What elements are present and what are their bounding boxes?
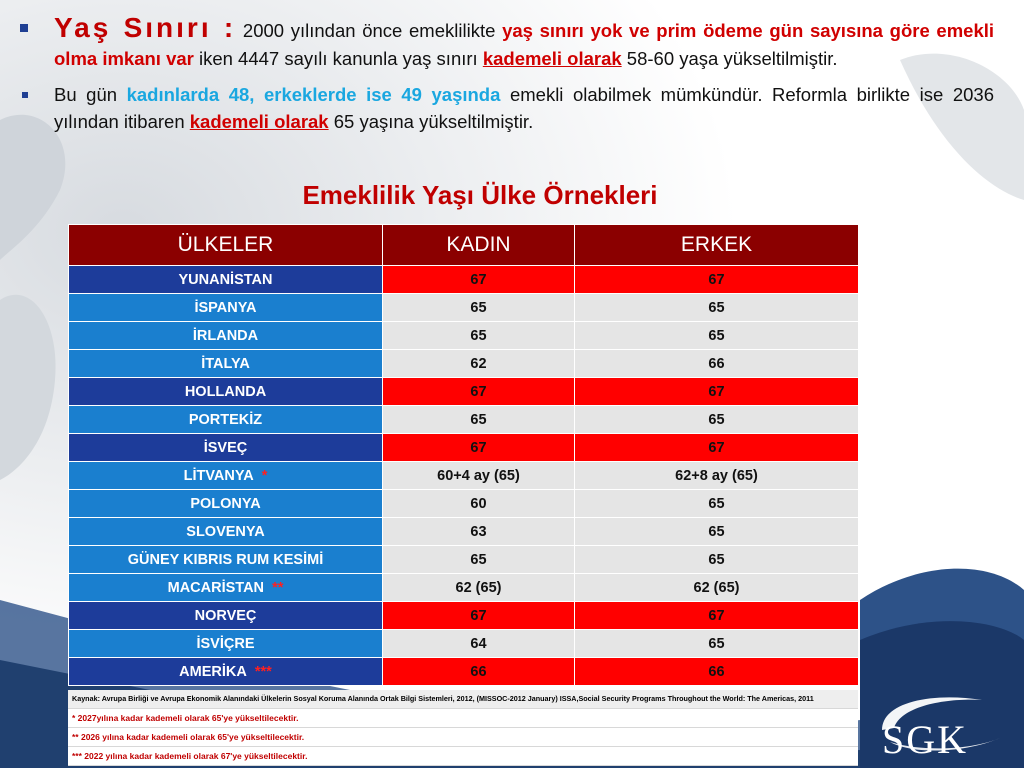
country-name: İSVİÇRE <box>196 635 255 652</box>
women-age-cell: 65 <box>383 546 575 574</box>
country-name: İSPANYA <box>194 299 257 316</box>
men-age-cell: 66 <box>575 658 859 686</box>
bullet1-red-text: yaş sınırı yok ve prim ödeme gün sayısına göre emekli olma imkanı var <box>54 20 995 69</box>
intro-bullets <box>14 14 994 135</box>
men-age-cell: 66 <box>575 350 859 378</box>
men-age-cell: 65 <box>575 294 859 322</box>
men-age-cell: 65 <box>575 322 859 350</box>
men-age-cell: 65 <box>575 490 859 518</box>
footnote-star: *** <box>254 663 272 680</box>
source-note: Kaynak: Avrupa Birliği ve Avrupa Ekonomik Alanındaki Ülkelerin Sosyal Koruma Alanında Ortak Bilgi Sistemleri, 2012, (MISSOC-2012 January) ISSA,Social Security Programs Throughout the World: The Americas, 2011 <box>68 690 858 709</box>
country-cell <box>69 294 383 322</box>
country-name: SLOVENYA <box>186 523 265 540</box>
country-cell <box>69 434 383 462</box>
men-age-cell: 65 <box>575 546 859 574</box>
men-age-cell: 67 <box>575 602 859 630</box>
women-age-cell: 63 <box>383 518 575 546</box>
country-cell <box>69 630 383 658</box>
bullet2-cyan-text: kadınlarda 48, erkeklerde ise 49 yaşında <box>126 84 501 105</box>
women-age-cell: 67 <box>383 602 575 630</box>
men-age-cell: 65 <box>575 406 859 434</box>
country-name: HOLLANDA <box>184 383 267 400</box>
country-cell <box>69 658 383 686</box>
women-age-cell: 60 <box>383 490 575 518</box>
age-limit-heading: Yaş Sınırı : <box>54 12 237 43</box>
bullet1-underlined: kademeli olarak <box>482 48 622 69</box>
table-row <box>69 462 859 490</box>
table-row <box>69 602 859 630</box>
men-age-cell: 65 <box>575 518 859 546</box>
country-name: İTALYA <box>201 355 250 372</box>
footnote-1: * 2027yılına kadar kademeli olarak 65'ye yükseltilecektir. <box>68 709 858 728</box>
table-row <box>69 378 859 406</box>
footnote-3: *** 2022 yılına kadar kademeli olarak 67'ye yükseltilecektir. <box>68 747 858 766</box>
table-title: Emeklilik Yaşı Ülke Örnekleri <box>302 180 658 210</box>
women-age-cell: 67 <box>383 266 575 294</box>
header-men: ERKEK <box>575 225 859 266</box>
footnote-star: ** <box>272 579 284 596</box>
bullet2-text1: Bu gün <box>54 84 127 105</box>
table-row <box>69 630 859 658</box>
country-cell <box>69 322 383 350</box>
bullet-age-limit <box>14 14 994 73</box>
country-cell <box>69 602 383 630</box>
footnote-2: ** 2026 yılına kadar kademeli olarak 65'ye yükseltilecektir. <box>68 728 858 747</box>
table-row <box>69 322 859 350</box>
country-cell <box>69 490 383 518</box>
bullet2-text3: 65 yaşına yükseltilmiştir. <box>328 111 534 132</box>
table-row <box>69 434 859 462</box>
table-row <box>69 406 859 434</box>
country-cell <box>69 546 383 574</box>
table-body <box>69 266 859 686</box>
header-women: KADIN <box>383 225 575 266</box>
country-cell <box>69 350 383 378</box>
country-cell <box>69 406 383 434</box>
bullet2-underlined: kademeli olarak <box>189 111 329 132</box>
women-age-cell: 67 <box>383 434 575 462</box>
country-name: POLONYA <box>190 495 261 512</box>
women-age-cell: 62 (65) <box>383 574 575 602</box>
country-cell <box>69 518 383 546</box>
country-cell <box>69 266 383 294</box>
bullet1-text1: 2000 yılından önce emeklilikte <box>236 20 503 41</box>
country-name: GÜNEY KIBRIS RUM KESİMİ <box>127 551 324 568</box>
footnote-star: * <box>261 467 268 484</box>
women-age-cell: 65 <box>383 294 575 322</box>
table-notes <box>68 690 858 766</box>
table-row <box>69 266 859 294</box>
men-age-cell: 67 <box>575 434 859 462</box>
women-age-cell: 65 <box>383 406 575 434</box>
women-age-cell: 64 <box>383 630 575 658</box>
men-age-cell: 65 <box>575 630 859 658</box>
country-name: NORVEÇ <box>194 607 257 624</box>
sgk-logo-text: SGK <box>882 717 969 762</box>
table-row <box>69 518 859 546</box>
bullet1-text2: iken 4447 sayılı kanunla yaş sınırı <box>193 48 483 69</box>
country-cell <box>69 378 383 406</box>
country-cell <box>69 462 383 490</box>
men-age-cell: 67 <box>575 378 859 406</box>
table-row <box>69 546 859 574</box>
women-age-cell: 66 <box>383 658 575 686</box>
country-name: PORTEKİZ <box>188 411 263 428</box>
women-age-cell: 65 <box>383 322 575 350</box>
country-name: LİTVANYA <box>183 467 254 484</box>
bullet-today <box>14 81 994 135</box>
women-age-cell: 60+4 ay (65) <box>383 462 575 490</box>
table-row <box>69 658 859 686</box>
table-row <box>69 350 859 378</box>
country-cell <box>69 574 383 602</box>
women-age-cell: 67 <box>383 378 575 406</box>
bullet1-text3: 58-60 yaşa yükseltilmiştir. <box>621 48 838 69</box>
table-row <box>69 294 859 322</box>
table-row <box>69 490 859 518</box>
header-countries: ÜLKELER <box>69 225 383 266</box>
table-header-row <box>69 225 859 266</box>
bullet2-text2: emekli olabilmek mümkündür. Reformla birlikte ise 2036 yılından itibaren <box>54 84 994 132</box>
men-age-cell: 67 <box>575 266 859 294</box>
country-name: İSVEÇ <box>203 439 248 456</box>
retirement-age-table <box>68 224 859 686</box>
table-row <box>69 574 859 602</box>
square-bullet-icon <box>20 24 28 32</box>
country-name: MACARİSTAN <box>167 579 265 596</box>
men-age-cell: 62+8 ay (65) <box>575 462 859 490</box>
square-bullet-icon <box>22 92 28 98</box>
men-age-cell: 62 (65) <box>575 574 859 602</box>
women-age-cell: 62 <box>383 350 575 378</box>
country-name: YUNANİSTAN <box>178 271 273 288</box>
country-name: AMERİKA <box>179 663 247 680</box>
country-name: İRLANDA <box>192 327 259 344</box>
